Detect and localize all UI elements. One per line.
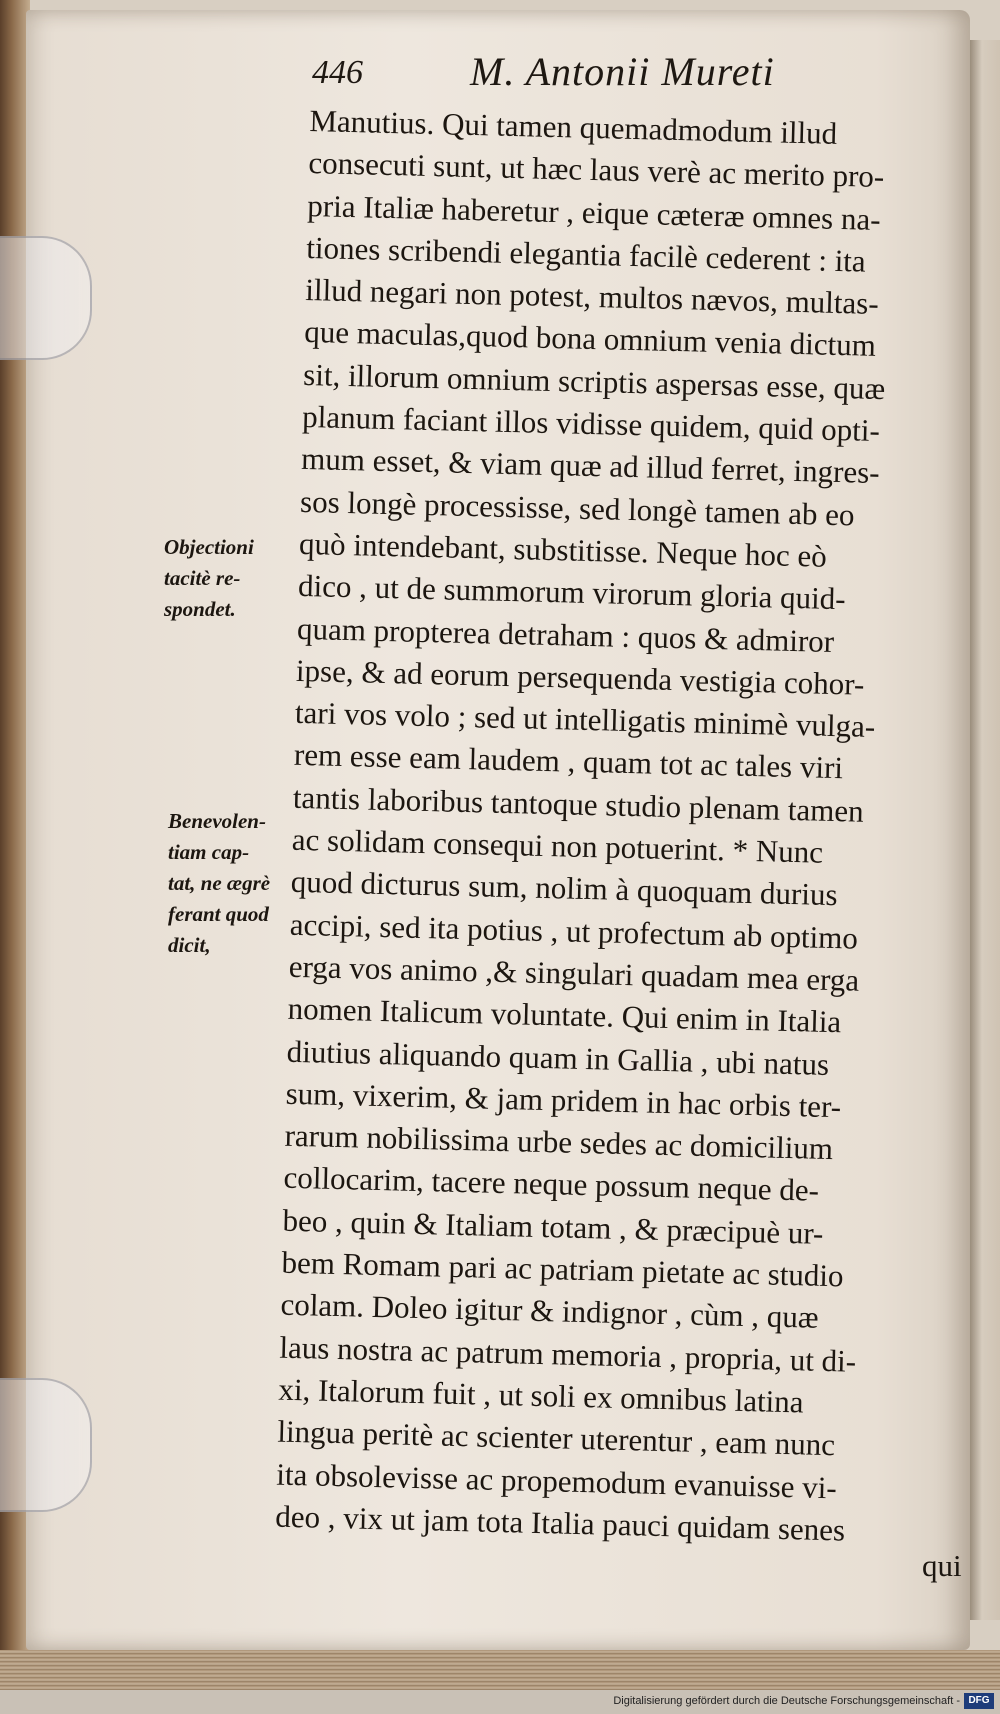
text-line: tiones scribendi elegantia facilè cederent : ita (305, 229, 867, 279)
text-line: sit, illorum omnium scriptis aspersas esse, quæ (302, 356, 886, 406)
page-clip-bottom (0, 1378, 92, 1512)
text-line: tantis laboribus tantoque studio plenam tamen (292, 779, 865, 829)
marginal-line: ferant quod (168, 902, 269, 926)
marginal-line: dicit, (168, 933, 211, 957)
text-line: xi, Italorum fuit , ut soli ex omnibus latina (278, 1371, 804, 1420)
text-line: planum faciant illos vidisse quidem, quid opti- (301, 398, 881, 449)
text-line: pria Italiæ haberetur , eique cæteræ omnes na- (307, 187, 881, 237)
page-clip-top (0, 236, 92, 360)
text-line: ita obsolevisse ac propemodum evanuisse vi- (276, 1456, 838, 1505)
marginal-line: tat, ne ægrè (168, 871, 271, 895)
text-line: ipse, & ad eorum persequenda vestigia cohor- (295, 652, 865, 702)
text-line: sos longè processisse, sed longè tamen ab eo (299, 483, 855, 533)
marginal-line: Objectioni (164, 535, 254, 559)
page-stack-edge (0, 1650, 1000, 1690)
text-line: rem esse eam laudem , quam tot ac tales viri (293, 737, 844, 786)
page-header (300, 48, 940, 98)
text-line: illud negari non potest, multos nævos, multas- (304, 272, 880, 322)
text-line: ac solidam consequi non potuerint. * Nunc (291, 821, 824, 870)
catchword: qui (922, 1548, 962, 1583)
marginal-line: tacitè re- (164, 566, 241, 590)
main-text-block (275, 100, 970, 1554)
digitization-credit: Digitalisierung gefördert durch die Deutsche Forschungsgemeinschaft - (613, 1695, 960, 1707)
text-line: Manutius. Qui tamen quemadmodum illud (309, 102, 838, 151)
marginal-line: Benevolen- (168, 809, 266, 833)
text-line: consecuti sunt, ut hæc laus verè ac merito pro- (308, 145, 885, 195)
marginal-line: tiam cap- (168, 840, 250, 864)
text-line: collocarim, tacere neque possum neque de- (283, 1160, 820, 1209)
text-line: rarum nobilissima urbe sedes ac domicilium (284, 1117, 834, 1167)
text-line: bem Romam pari ac patriam pietate ac studio (281, 1244, 844, 1294)
text-line: quam propterea detraham : quos & admiror (296, 610, 835, 659)
page-number: 446 (312, 54, 363, 91)
text-line: beo , quin & Italiam totam , & præcipuè ur- (282, 1202, 824, 1251)
marginal-note-objection (164, 532, 254, 625)
text-line: accipi, sed ita potius , ut profectum ab optimo (289, 906, 859, 956)
text-line: laus nostra ac patrum memoria , propria, ut di- (279, 1329, 857, 1379)
text-line: mum esset, & viam quæ ad illud ferret, ingres- (300, 441, 881, 491)
text-line: quod dicturus sum, nolim à quoquam durius (290, 864, 838, 913)
text-line: dico , ut de summorum virorum gloria quid- (297, 568, 846, 617)
text-line: nomen Italicum voluntate. Qui enim in Italia (287, 990, 842, 1040)
text-line: deo , vix ut jam tota Italia pauci quidam senes (274, 1498, 846, 1548)
text-line: tari vos volo ; sed ut intelligatis minimè vulga- (294, 694, 876, 745)
text-line: sum, vixerim, & jam pridem in hac orbis ter- (285, 1075, 842, 1125)
marginal-note-benevolence (168, 806, 270, 961)
running-head: M. Antonii Mureti (470, 49, 775, 94)
text-line: erga vos animo ,& singulari quadam mea erga (288, 948, 860, 998)
text-line: que maculas,quod bona omnium venia dictum (303, 314, 877, 364)
dfg-logo: DFG (964, 1693, 994, 1709)
text-line: quò intendebant, substitisse. Neque hoc eò (298, 525, 828, 574)
text-line: lingua peritè ac scienter uterentur , eam nunc (277, 1413, 836, 1463)
text-line: colam. Doleo igitur & indignor , cùm , quæ (280, 1286, 819, 1336)
marginal-line: spondet. (164, 597, 236, 621)
text-line: diutius aliquando quam in Gallia , ubi natus (286, 1033, 830, 1082)
adjacent-page-edge (970, 40, 1000, 1620)
